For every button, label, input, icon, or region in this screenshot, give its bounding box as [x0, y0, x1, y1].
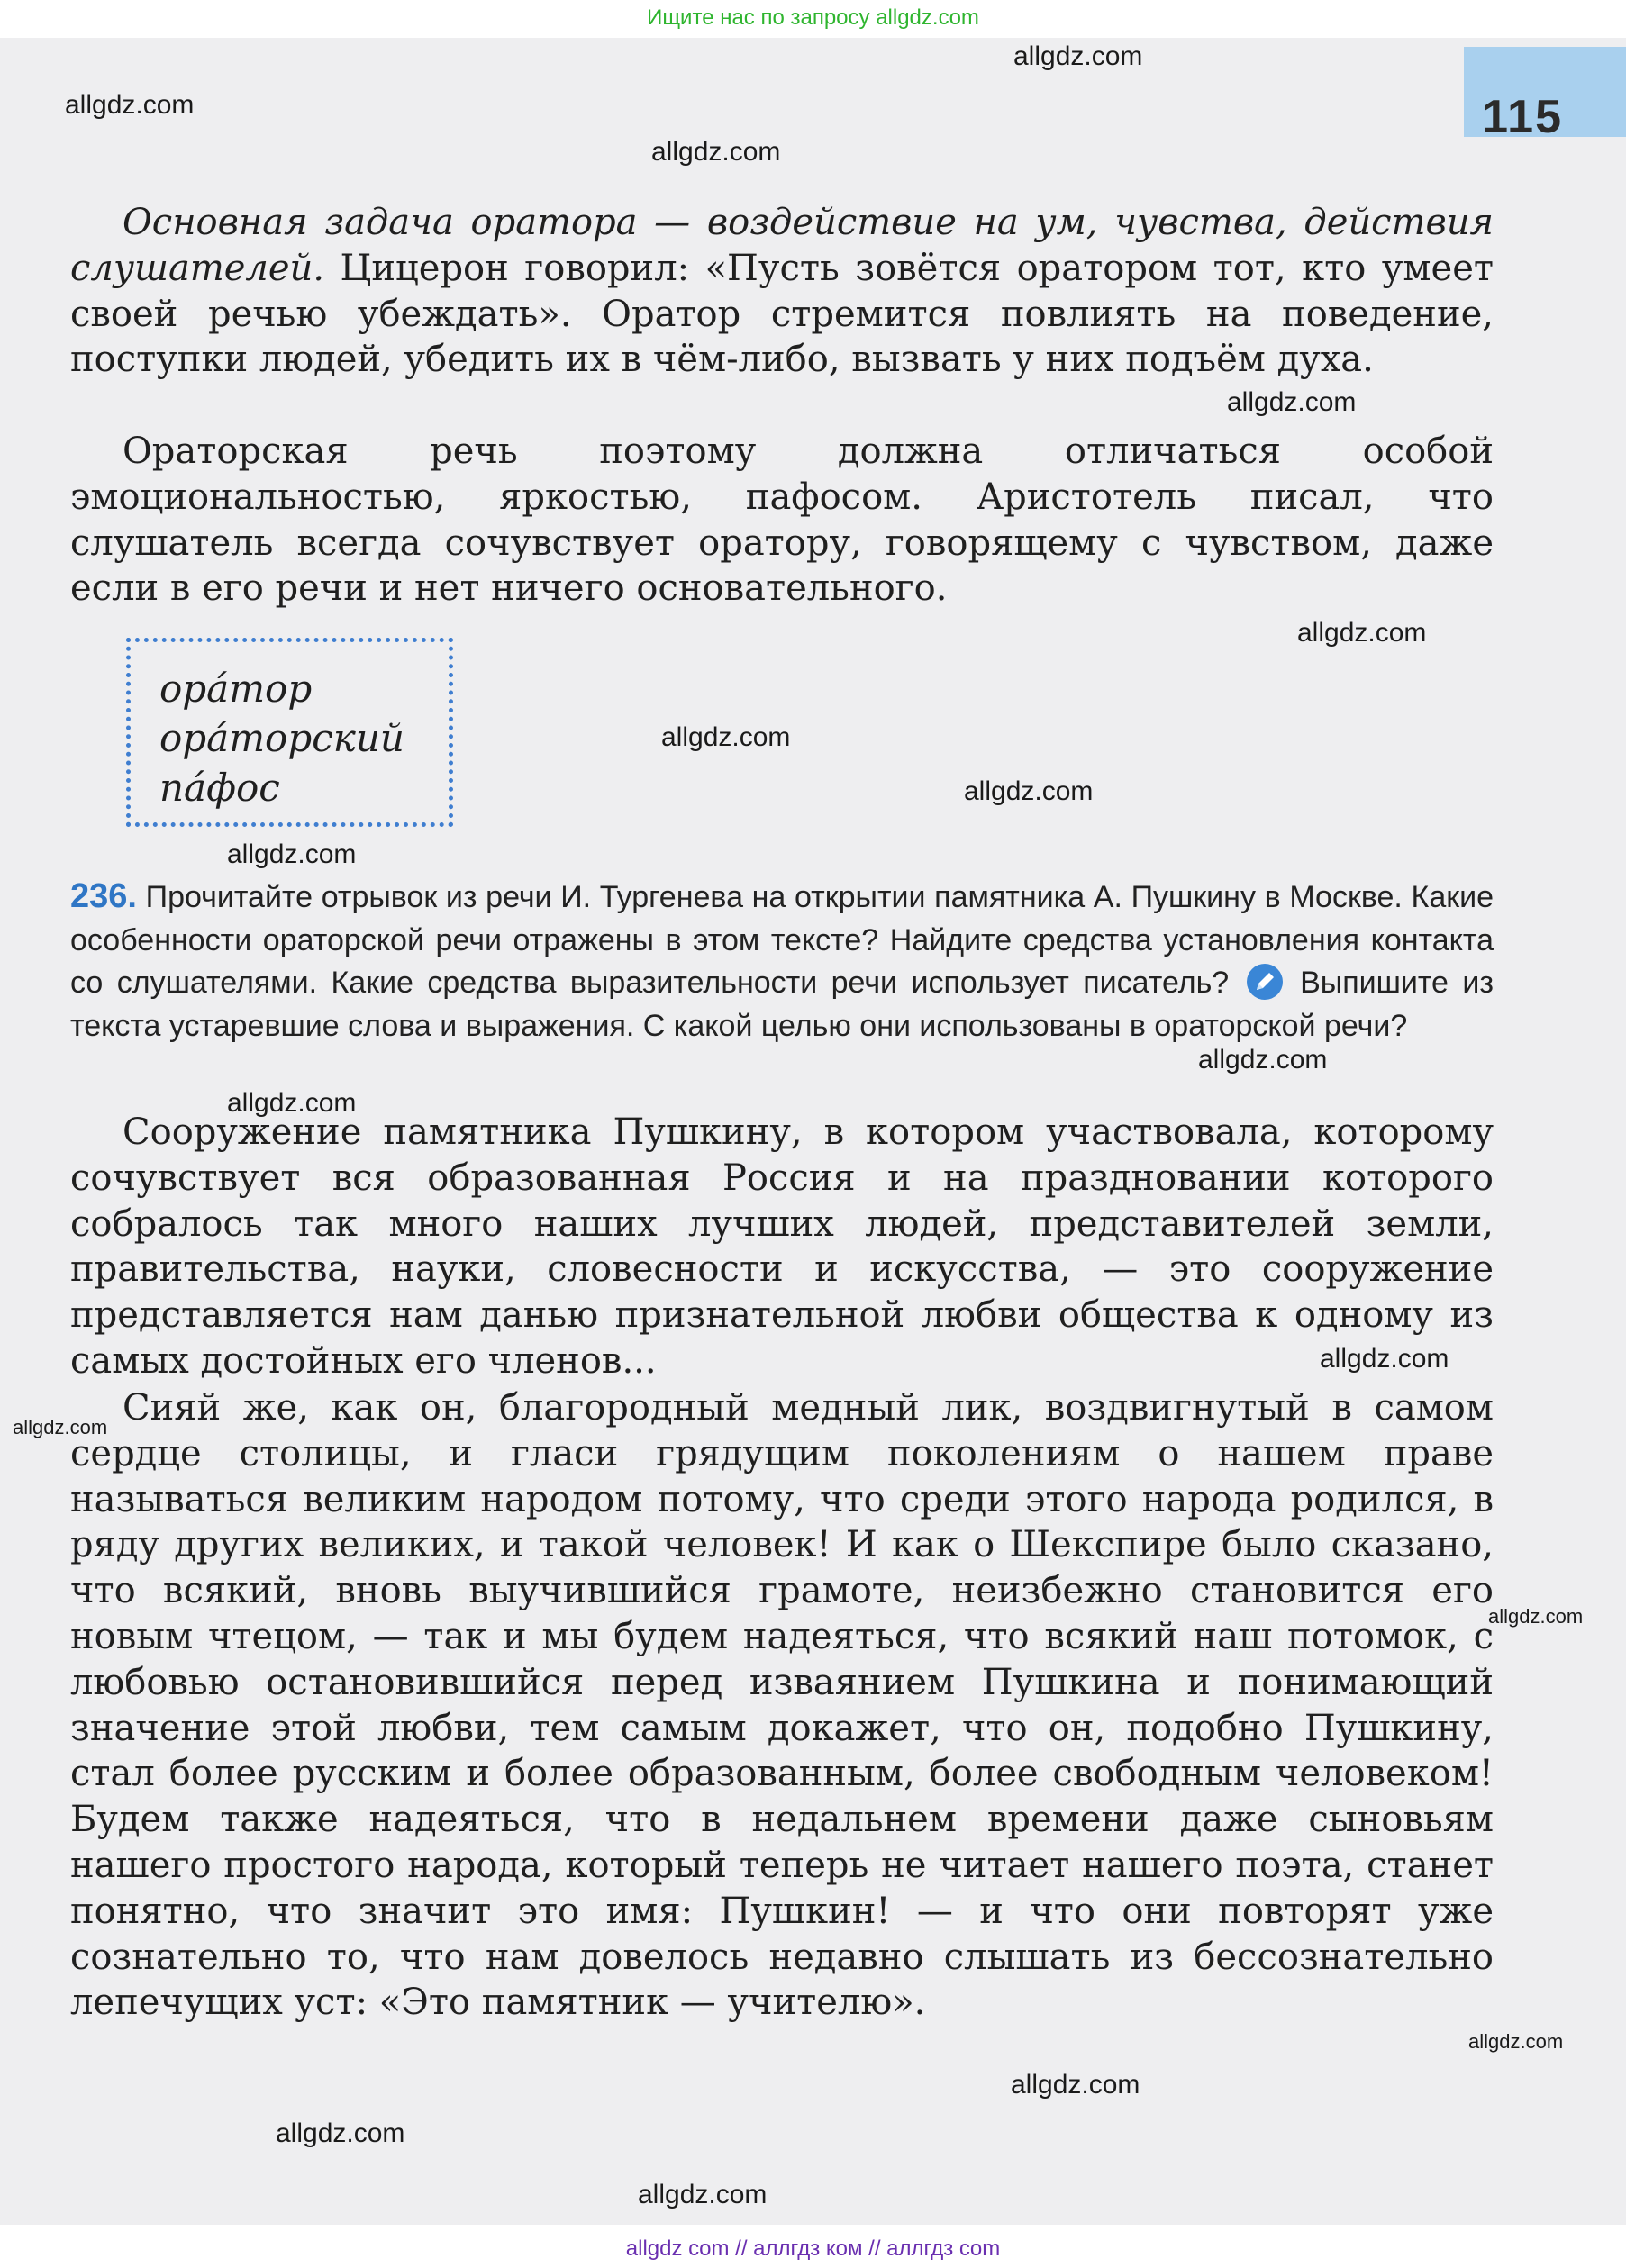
vocab-word: ора́тор — [159, 667, 313, 711]
watermark: allgdz.com — [1013, 41, 1143, 71]
speech-paragraph-1: Сооружение памятника Пушкину, в котором участвовала, которому сочувствует вся образованная Россия и на праздновании которого собралось так много наших лучших людей, представителей земли, правительства, науки, словесности и искусства, — это сооружение представляется нам данью признательной любви общества к одному из самых достойных его членов... — [70, 1111, 1494, 1382]
watermark: allgdz.com — [1320, 1344, 1449, 1374]
bottom-watermark-bar[interactable]: allgdz com // аллгдз ком // аллгдз com — [625, 2236, 1001, 2261]
watermark: allgdz.com — [65, 90, 195, 120]
intro-paragraph-2: Ораторская речь поэтому должна отличаться особой эмоциональностью, яркостью, пафосом. Аристотель писал, что слушатель всегда сочувствует оратору, говорящему с чувством, даже если в его речи и нет ничего основательного. — [70, 431, 1494, 610]
top-banner[interactable]: Ищите нас по запросу allgdz.com — [647, 5, 979, 30]
key-statement: Основная задача оратора — воздействие на ум, чувства, действия слушателей. — [70, 202, 1494, 289]
watermark: allgdz.com — [1488, 1605, 1584, 1628]
watermark: allgdz.com — [661, 722, 791, 752]
watermark: allgdz.com — [651, 137, 781, 167]
vocab-word: ора́торский — [159, 716, 404, 760]
exercise-task-text-2: Выпишите из текста устаревшие слова и выражения. С какой целью они использованы в ораторской речи? — [70, 966, 1494, 1043]
intro-paragraph-1-text: Цицерон говорил: «Пусть зовётся оратором тот, кто умеет своей речью убеждать». Оратор стремится повлиять на поведение, поступки людей, убедить их в чём-либо, вызвать у них подъём духа. — [70, 247, 1494, 381]
watermark: allgdz.com — [276, 2118, 405, 2148]
exercise-task-text: Прочитайте отрывок из речи И. Тургенева на открытии памятника А. Пушкину в Москве. Какие особенности ораторской речи отражены в этом тексте? Найдите средства установления контакта со слушателями. Какие средства выразительности речи использует писатель? — [70, 880, 1494, 1000]
watermark: allgdz.com — [1297, 618, 1427, 648]
watermark: allgdz.com — [1227, 387, 1357, 417]
pencil-icon — [1247, 964, 1283, 1000]
watermark: allgdz.com — [227, 839, 357, 869]
speech-paragraph-2: Сияй же, как он, благородный медный лик, воздвигнутый в самом сердце столицы, и гласи грядущим поколениям о нашем праве называться великим народом потому, что среди этого народа родился, в ряду других великих, и такой человек! И как о Шекспире было сказано, что всякий, вновь выучившийся грамоте, неизбежно становится его новым чтецом, — так и мы будем надеяться, что всякий наш потомок, с любовью остановившийся перед изваянием Пушкина и понимающий значение этой любви, тем самым докажет, что он, подобно Пушкину, стал более русским и более образованным, более свободным человеком! Будем также надеяться, что в недальнем времени даже сыновьям нашего простого народа, который теперь не читает нашего поэта, станет понятно, что значит это имя: Пушкин! — и что они повторят уже сознательно то, что нам довелось недавно слышать из бессознательно лепечущих уст: «Это памятник — учителю». — [70, 1387, 1494, 2024]
exercise-number: 236. — [70, 877, 137, 915]
intro-paragraph-1 — [70, 200, 1494, 383]
watermark: allgdz.com — [964, 776, 1094, 806]
page-number: 115 — [1482, 91, 1563, 143]
watermark: allgdz.com — [638, 2180, 768, 2209]
watermark: allgdz.com — [227, 1088, 357, 1118]
watermark: allgdz.com — [1468, 2030, 1564, 2053]
watermark: allgdz.com — [13, 1416, 108, 1438]
watermark: allgdz.com — [1198, 1045, 1328, 1075]
vocabulary-box — [126, 638, 453, 827]
exercise-236 — [70, 875, 1494, 1048]
vocab-word: па́фос — [159, 766, 280, 810]
watermark: allgdz.com — [1011, 2070, 1140, 2100]
